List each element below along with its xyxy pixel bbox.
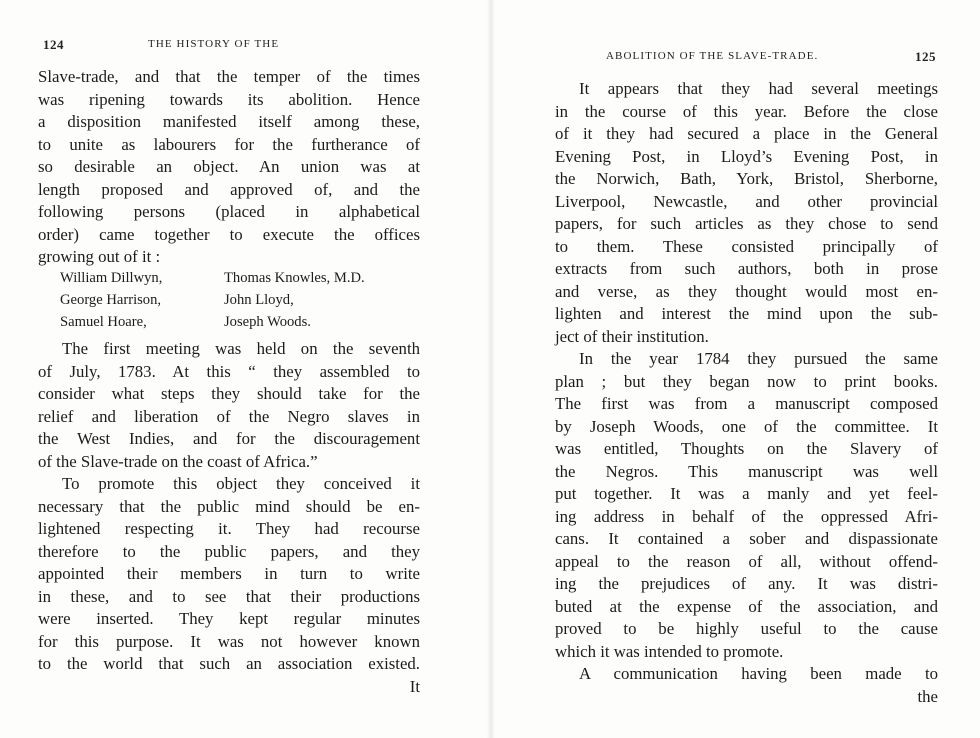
text-line: Slave-trade, and that the temper of the times: [38, 67, 420, 86]
member-name: Thomas Knowles, M.D.: [224, 270, 365, 286]
text-line: put together. It was a manly and yet feel-: [555, 484, 938, 503]
text-line: to the world that such an association existed.: [38, 654, 420, 673]
text-line: therefore to the public papers, and they: [38, 541, 420, 561]
text-line: was ripening towards its abolition. Hence: [38, 89, 420, 109]
left-paragraph-2: [38, 338, 420, 473]
text-line: appointed their members in turn to write: [38, 564, 420, 583]
text-line: the Negros. This manuscript was well: [555, 461, 938, 481]
text-line: were inserted. They kept regular minutes: [38, 609, 420, 628]
text-line: extracts from such authors, both in prose: [555, 259, 938, 278]
text-line: cans. It contained a sober and dispassionate: [555, 529, 938, 548]
left-paragraph-1: [38, 66, 420, 269]
text-line: appeal to the reason of all, without offend-: [555, 551, 938, 571]
text-line: of July, 1783. At this “ they assembled to: [38, 361, 420, 381]
left-paragraph-3: [38, 473, 420, 698]
text-line: The first meeting was held on the seventh: [62, 339, 420, 358]
text-line: length proposed and approved of, and the: [38, 179, 420, 199]
catchword: the: [917, 686, 938, 706]
text-line: was entitled, Thoughts on the Slavery of: [555, 439, 938, 458]
text-line: Liverpool, Newcastle, and other provincial: [555, 191, 938, 211]
text-line: of it they had secured a place in the General: [555, 124, 938, 143]
committee-names-list: [60, 267, 365, 333]
right-paragraph-1: [555, 78, 938, 708]
text-line: relief and liberation of the Negro slaves in: [38, 406, 420, 426]
text-line: of the Slave-trade on the coast of Africa.”: [38, 451, 318, 471]
text-line: for this purpose. It was not however known: [38, 631, 420, 651]
text-line: lighten and interest the mind upon the sub-: [555, 304, 938, 323]
text-line: The first was from a manuscript composed: [555, 394, 938, 413]
text-line: To promote this object they conceived it: [62, 474, 420, 493]
left-page-number: 124: [43, 37, 64, 52]
book-spine-gutter: [487, 0, 495, 738]
text-line: papers, for such articles as they chose to send: [555, 214, 938, 233]
right-running-head: ABOLITION OF THE SLAVE-TRADE.: [606, 50, 819, 62]
text-line: plan ; but they began now to print books.: [555, 371, 938, 391]
catchword: It: [409, 676, 420, 696]
text-line: order) came together to execute the offices: [38, 224, 420, 244]
member-name: Joseph Woods.: [224, 314, 311, 330]
text-line: lightened respecting it. They had recourse: [38, 519, 420, 538]
member-name: William Dillwyn,: [60, 270, 163, 286]
text-line: It appears that they had several meetings: [579, 79, 938, 98]
text-line: in the course of this year. Before the close: [555, 101, 938, 121]
names-row: [60, 289, 365, 311]
member-name: George Harrison,: [60, 292, 162, 308]
text-line: In the year 1784 they pursued the same: [579, 349, 938, 368]
text-line: so desirable an object. An union was at: [38, 157, 420, 176]
text-line: following persons (placed in alphabetical: [38, 202, 420, 221]
text-line: the Norwich, Bath, York, Bristol, Sherborne,: [555, 169, 938, 188]
text-line: Evening Post, in Lloyd’s Evening Post, in: [555, 146, 938, 166]
member-name: Samuel Hoare,: [60, 314, 147, 330]
text-line: consider what steps they should take for the: [38, 384, 420, 403]
names-row: [60, 267, 365, 289]
text-line: ing the prejudices of any. It was distri-: [555, 574, 938, 593]
text-line: and verse, as they thought would most en-: [555, 281, 938, 301]
names-row: [60, 311, 365, 333]
text-line: to unite as labourers for the furtherance of: [38, 134, 420, 154]
text-line: the West Indies, and for the discouragement: [38, 429, 420, 448]
text-line: ject of their institution.: [555, 326, 709, 346]
text-line: necessary that the public mind should be en-: [38, 496, 420, 516]
text-line: buted at the expense of the association, and: [555, 596, 938, 616]
text-line: growing out of it :: [38, 247, 161, 266]
text-line: ing address in behalf of the oppressed Afri-: [555, 506, 938, 526]
text-line: A communication having been made to: [579, 664, 938, 683]
text-line: by Joseph Woods, one of the committee. It: [555, 416, 938, 436]
right-page-number: 125: [915, 49, 936, 64]
text-line: a disposition manifested itself among these,: [38, 112, 420, 131]
left-running-head: THE HISTORY OF THE: [148, 38, 280, 50]
text-line: proved to be highly useful to the cause: [555, 619, 938, 638]
text-line: to them. These consisted principally of: [555, 236, 938, 256]
member-name: John Lloyd,: [224, 292, 294, 308]
text-line: in these, and to see that their productions: [38, 586, 420, 606]
text-line: which it was intended to promote.: [555, 641, 784, 661]
